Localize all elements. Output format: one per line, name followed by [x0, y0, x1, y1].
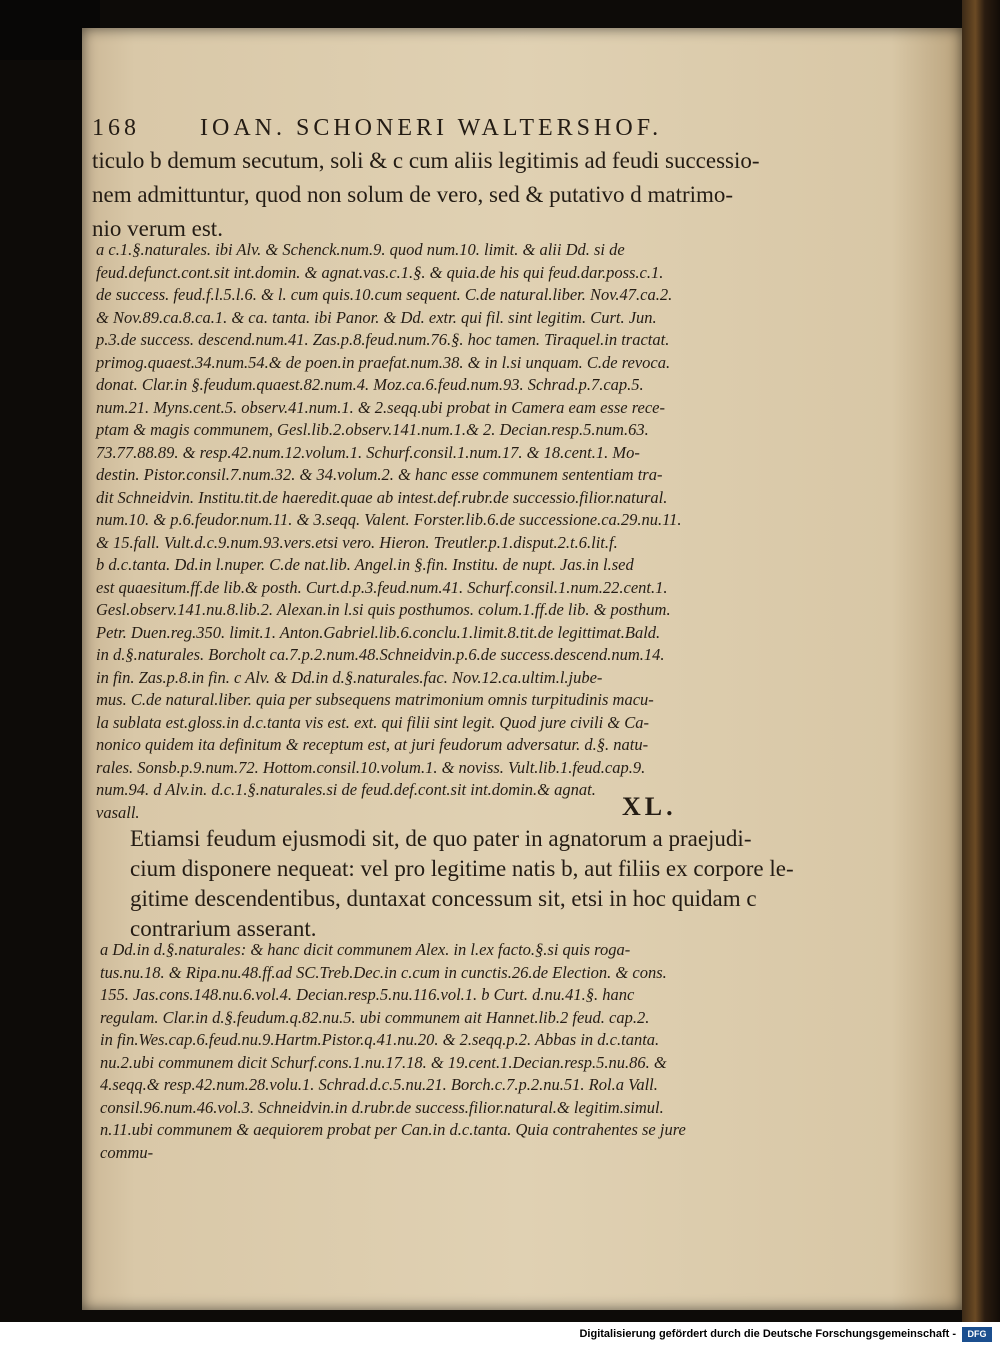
footnote-line: in fin. Zas.p.8.in fin. c Alv. & Dd.in d.§.naturales.fac. Nov.12.ca.ultim.l.jube-: [96, 667, 603, 687]
footnote-line: de success. feud.f.l.5.l.6. & l. cum quis.10.cum sequent. C.de natural.liber. Nov.47.ca.2.: [96, 285, 673, 304]
footnote-line: in fin.Wes.cap.6.feud.nu.9.Hartm.Pistor.q.41.nu.20. & 2.seqq.p.2. Abbas in d.c.tanta.: [100, 1030, 660, 1049]
body-line: gitime descendentibus, duntaxat concessum sit, etsi in hoc quidam c: [130, 886, 757, 911]
footnote-line: nonico quidem ita definitum & receptum est, at juri feudorum adversatur. d.§. natu-: [96, 735, 649, 754]
footnote-line: ptam & magis communem, Gesl.lib.2.observ.141.num.1.& 2. Decian.resp.5.num.63.: [96, 420, 649, 439]
footnote-line: in d.§.naturales. Borcholt ca.7.p.2.num.48.Schneidvin.p.6.de success.descend.num.14.: [96, 645, 665, 664]
footnote-line: consil.96.num.46.vol.3. Schneidvin.in d.rubr.de success.filior.natural.& legitim.simul.: [100, 1097, 664, 1117]
footnote-line: commu-: [100, 1142, 154, 1162]
footnote-line: rales. Sonsb.p.9.num.72. Hottom.consil.10.volum.1. & noviss. Vult.lib.1.feud.cap.9.: [96, 757, 646, 777]
body-line: cium disponere nequeat: vel pro legitime natis b, aut filiis ex corpore le-: [130, 856, 794, 881]
book-spine: [962, 0, 1000, 1322]
footer-credit: Digitalisierung gefördert durch die Deutsche Forschungsgemeinschaft -: [579, 1328, 956, 1340]
footnote-line: feud.defunct.cont.sit int.domin. & agnat.vas.c.1.§. & quia.de his qui feud.dar.poss.c.1.: [96, 262, 664, 282]
footnote-line: Petr. Duen.reg.350. limit.1. Anton.Gabriel.lib.6.conclu.1.limit.8.tit.de legittimat.Bald.: [96, 622, 661, 642]
dfg-logo: DFG: [962, 1327, 992, 1342]
body-line: Etiamsi feudum ejusmodi sit, de quo pater in agnatorum a praejudi-: [130, 826, 752, 851]
footnote-line: primog.quaest.34.num.54.& de poen.in praefat.num.38. & in l.si unquam. C.de revoca.: [96, 352, 671, 372]
section-title: XL.: [622, 792, 677, 821]
body-line: ticulo b demum secutum, soli & c cum aliis legitimis ad feudi successio-: [92, 148, 760, 173]
footnote-line: dit Schneidvin. Institu.tit.de haeredit.quae ab intest.def.rubr.de successio.filior.natural.: [96, 487, 668, 507]
body-line: contrarium asserant.: [130, 916, 317, 941]
footnote-line: 155. Jas.cons.148.nu.6.vol.4. Decian.resp.5.nu.116.vol.1. b Curt. d.nu.41.§. hanc: [100, 985, 635, 1004]
footnote-line: Gesl.observ.141.nu.8.lib.2. Alexan.in l.si quis posthumos. colum.1.ff.de lib. & posthum.: [96, 600, 671, 619]
footnote-line: tus.nu.18. & Ripa.nu.48.ff.ad SC.Treb.Dec.in c.cum in cunctis.26.de Election. & cons.: [100, 962, 667, 982]
page-number: 168: [92, 115, 140, 141]
footnote-line: num.21. Myns.cent.5. observ.41.num.1. & 2.seqq.ubi probat in Camera eam esse rece-: [96, 397, 666, 417]
footnote-line: & 15.fall. Vult.d.c.9.num.93.vers.etsi vero. Hieron. Treutler.p.1.disput.2.t.6.lit.f.: [96, 532, 618, 552]
footnote-line: a Dd.in d.§.naturales: & hanc dicit communem Alex. in l.ex facto.§.si quis roga-: [100, 940, 631, 959]
footnote-line: num.10. & p.6.feudor.num.11. & 3.seqq. Valent. Forster.lib.6.de successione.ca.29.nu.11.: [96, 510, 682, 529]
footnote-line: la sublata est.gloss.in d.c.tanta vis est. ext. qui filii sint legit. Quod jure civili & Ca-: [96, 712, 650, 732]
footnote-line: destin. Pistor.consil.7.num.32. & 34.volum.2. & hanc esse communem sententiam tra-: [96, 465, 663, 484]
footnote-line: 73.77.88.89. & resp.42.num.12.volum.1. Schurf.consil.1.num.17. & 18.cent.1. Mo-: [96, 442, 640, 462]
footnote-line: donat. Clar.in §.feudum.quaest.82.num.4. Moz.ca.6.feud.num.93. Schrad.p.7.cap.5.: [96, 375, 644, 394]
footnote-line: mus. C.de natural.liber. quia per subsequens matrimonium omnis turpitudinis macu-: [96, 690, 654, 709]
footer-bar: [0, 1322, 1000, 1349]
footnote-line: regulam. Clar.in d.§.feudum.q.82.nu.5. ubi communem ait Hannet.lib.2 feud. cap.2.: [100, 1007, 650, 1027]
footnote-line: a c.1.§.naturales. ibi Alv. & Schenck.num.9. quod num.10. limit. & alii Dd. si de: [96, 240, 625, 259]
footnote-line: num.94. d Alv.in. d.c.1.§.naturales.si de feud.def.cont.sit int.domin.& agnat.: [96, 780, 596, 799]
footnote-line: est quaesitum.ff.de lib.& posth. Curt.d.p.3.feud.num.41. Schurf.consil.1.num.22.cent.1.: [96, 577, 668, 597]
footnote-line: b d.c.tanta. Dd.in l.nuper. C.de nat.lib. Angel.in §.fin. Institu. de nupt. Jas.in l.sed: [96, 555, 634, 574]
body-line: nio verum est.: [92, 216, 223, 241]
footnote-line: & Nov.89.ca.8.ca.1. & ca. tanta. ibi Panor. & Dd. extr. qui fil. sint legitim. Curt. Jun.: [96, 307, 657, 327]
footnote-line: vasall.: [96, 802, 140, 822]
running-title: IOAN. SCHONERI WALTERSHOF.: [200, 115, 663, 141]
footnote-line: p.3.de success. descend.num.41. Zas.p.8.feud.num.76.§. hoc tamen. Tiraquel.in tractat.: [96, 330, 670, 349]
body-line: nem admittuntur, quod non solum de vero, sed & putativo d matrimo-: [92, 182, 734, 207]
footnote-line: n.11.ubi communem & aequiorem probat per Can.in d.c.tanta. Quia contrahentes se jure: [100, 1120, 686, 1139]
footnote-line: nu.2.ubi communem dicit Schurf.cons.1.nu.17.18. & 19.cent.1.Decian.resp.5.nu.86. &: [100, 1052, 667, 1072]
footnote-line: 4.seqq.& resp.42.num.28.volu.1. Schrad.d.c.5.nu.21. Borch.c.7.p.2.nu.51. Rol.a Vall.: [100, 1075, 658, 1094]
